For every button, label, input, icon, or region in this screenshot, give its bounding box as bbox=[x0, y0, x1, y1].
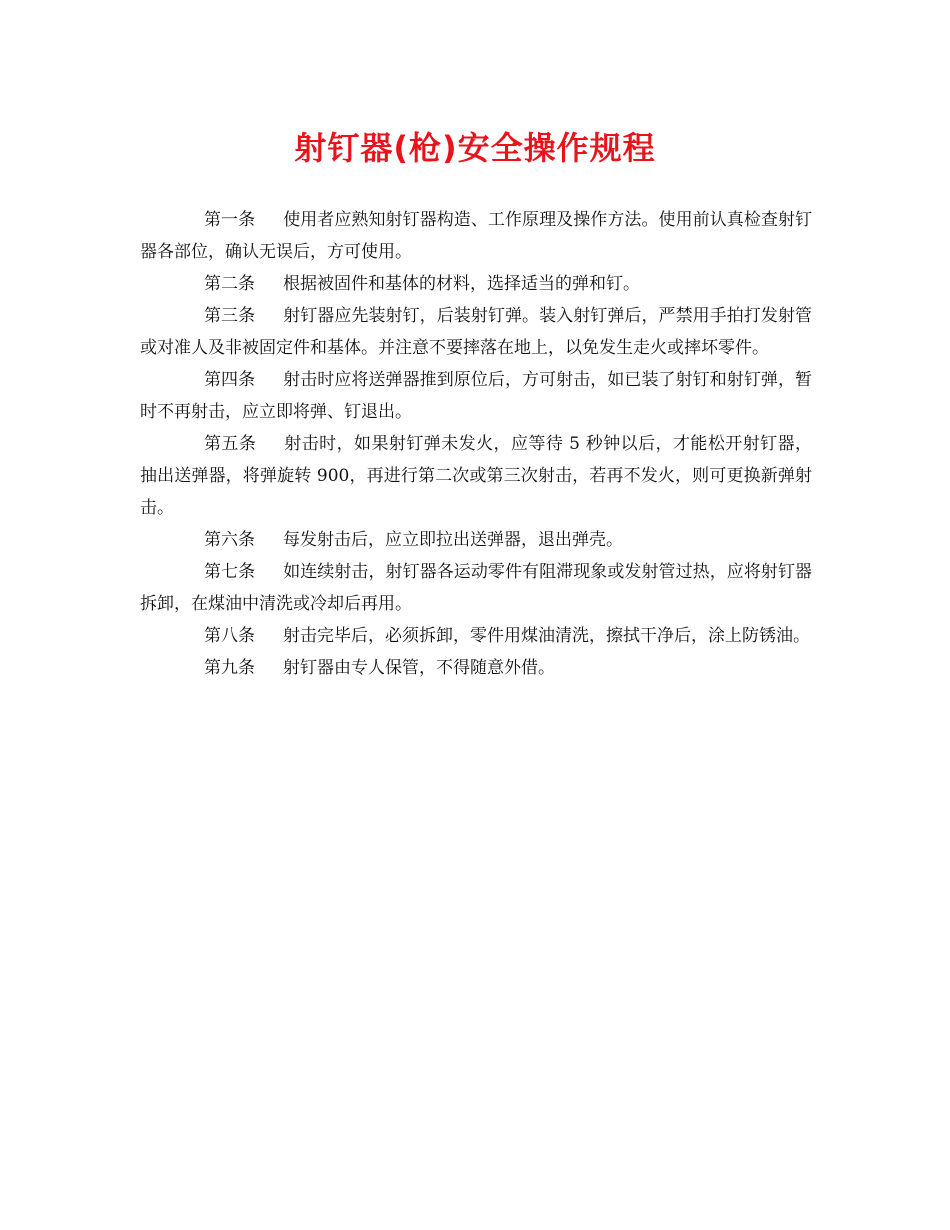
article-9 bbox=[140, 652, 812, 684]
article-number: 第一条 bbox=[204, 210, 256, 230]
article-number: 第三条 bbox=[204, 306, 256, 326]
article-2 bbox=[140, 268, 812, 300]
article-5 bbox=[140, 428, 812, 524]
article-text: 射钉器由专人保管，不得随意外借。 bbox=[283, 658, 555, 678]
article-number: 第五条 bbox=[204, 434, 257, 454]
article-number: 第二条 bbox=[204, 274, 255, 294]
document-title: 射钉器(枪)安全操作规程 bbox=[294, 129, 656, 167]
article-3 bbox=[140, 300, 812, 364]
article-text: 根据被固件和基体的材料，选择适当的弹和钉。 bbox=[283, 274, 640, 294]
article-text: 射击时应将送弹器推到原位后，方可射击，如已装了射钉和射钉弹，暂时不再射击，应立即将弹、钉退出。 bbox=[140, 370, 813, 422]
article-text: 如连续射击，射钉器各运动零件有阻滞现象或发射管过热，应将射钉器拆卸，在煤油中清洗或冷却后再用。 bbox=[140, 562, 813, 614]
article-text: 射击时，如果射钉弹未发火，应等待 5 秒钟以后，才能松开射钉器，抽出送弹器，将弹旋转 900，再进行第二次或第三次射击，若再不发火，则可更换新弹射击。 bbox=[140, 434, 813, 518]
article-number: 第七条 bbox=[204, 562, 256, 582]
article-text: 射击完毕后，必须拆卸，零件用煤油清洗，擦拭干净后，涂上防锈油。 bbox=[283, 626, 810, 646]
document-body bbox=[140, 204, 812, 684]
article-number: 第四条 bbox=[204, 370, 256, 390]
article-text: 每发射击后，应立即拉出送弹器，退出弹壳。 bbox=[283, 530, 623, 550]
article-4 bbox=[140, 364, 812, 428]
article-1 bbox=[140, 204, 812, 268]
article-text: 射钉器应先装射钉，后装射钉弹。装入射钉弹后，严禁用手拍打发射管或对准人及非被固定件和基体。并注意不要摔落在地上，以免发生走火或摔坏零件。 bbox=[140, 306, 813, 358]
article-text: 使用者应熟知射钉器构造、工作原理及操作方法。使用前认真检查射钉器各部位，确认无误后，方可使用。 bbox=[140, 210, 813, 262]
article-number: 第六条 bbox=[204, 530, 255, 550]
article-number: 第九条 bbox=[204, 658, 255, 678]
article-number: 第八条 bbox=[204, 626, 255, 646]
article-8 bbox=[140, 620, 812, 652]
article-7 bbox=[140, 556, 812, 620]
article-6 bbox=[140, 524, 812, 556]
